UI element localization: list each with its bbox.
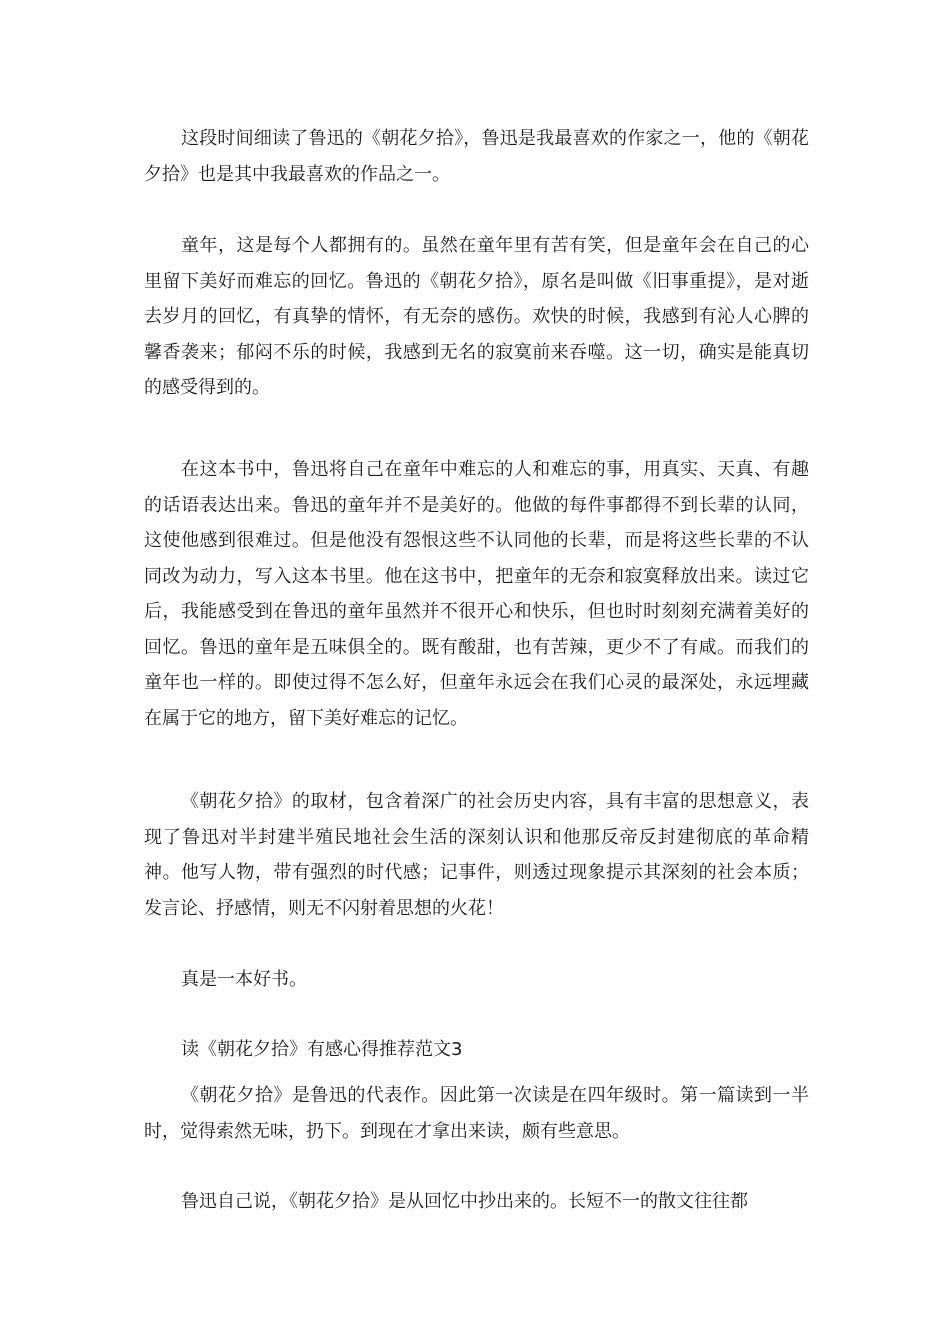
paragraph-childhood: 童年，这是每个人都拥有的。虽然在童年里有苦有笑，但是童年会在自己的心里留下美好而难忘的回忆。鲁迅的《朝花夕拾》，原名是叫做《旧事重提》，是对逝去岁月的回忆，有真挚的情怀，有无奈的感伤。欢快的时候，我感到有沁人心脾的馨香袭来；郁闷不乐的时候，我感到无名的寂寞前来吞噬。这一切，确实是能真切的感受得到的。 xyxy=(144,235,809,398)
paragraph-conclusion: 真是一本好书。 xyxy=(181,969,307,990)
section-heading: 读《朝花夕拾》有感心得推荐范文3 xyxy=(181,1039,463,1060)
paragraph-section-2: 鲁迅自己说，《朝花夕拾》是从回忆中抄出来的。长短不一的散文往往都 xyxy=(181,1191,748,1212)
paragraph-book-content: 在这本书中，鲁迅将自己在童年中难忘的人和难忘的事，用真实、天真、有趣的话语表达出来。鲁迅的童年并不是美好的。他做的每件事都得不到长辈的认同，这使他感到很难过。但是他没有怨恨这些不认同他的长辈，而是将这些长辈的不认同改为动力，写入这本书里。他在这书中，把童年的无奈和寂寞释放出来。读过它后，我能感受到在鲁迅的童年虽然并不很开心和快乐，但也时时刻刻充满着美好的回忆。鲁迅的童年是五味俱全的。既有酸甜，也有苦辣，更少不了有咸。而我们的童年也一样的。即使过得不怎么好，但童年永远会在我们心灵的最深处，永远埋藏在属于它的地方，留下美好难忘的记忆。 xyxy=(144,459,809,729)
paragraph-intro: 这段时间细读了鲁迅的《朝花夕拾》，鲁迅是我最喜欢的作家之一，他的《朝花夕拾》也是其中我最喜欢的作品之一。 xyxy=(144,128,809,185)
paragraph-section-1: 《朝花夕拾》是鲁迅的代表作。因此第一次读是在四年级时。第一篇读到一半时，觉得索然无味，扔下。到现在才拿出来读，颇有些意思。 xyxy=(144,1085,809,1142)
paragraph-themes: 《朝花夕拾》的取材，包含着深广的社会历史内容，具有丰富的思想意义，表现了鲁迅对半封建半殖民地社会生活的深刻认识和他那反帝反封建彻底的革命精神。他写人物，带有强烈的时代感；记事件，则透过现象提示其深刻的社会本质；发言论、抒感情，则无不闪射着思想的火花！ xyxy=(144,791,809,919)
